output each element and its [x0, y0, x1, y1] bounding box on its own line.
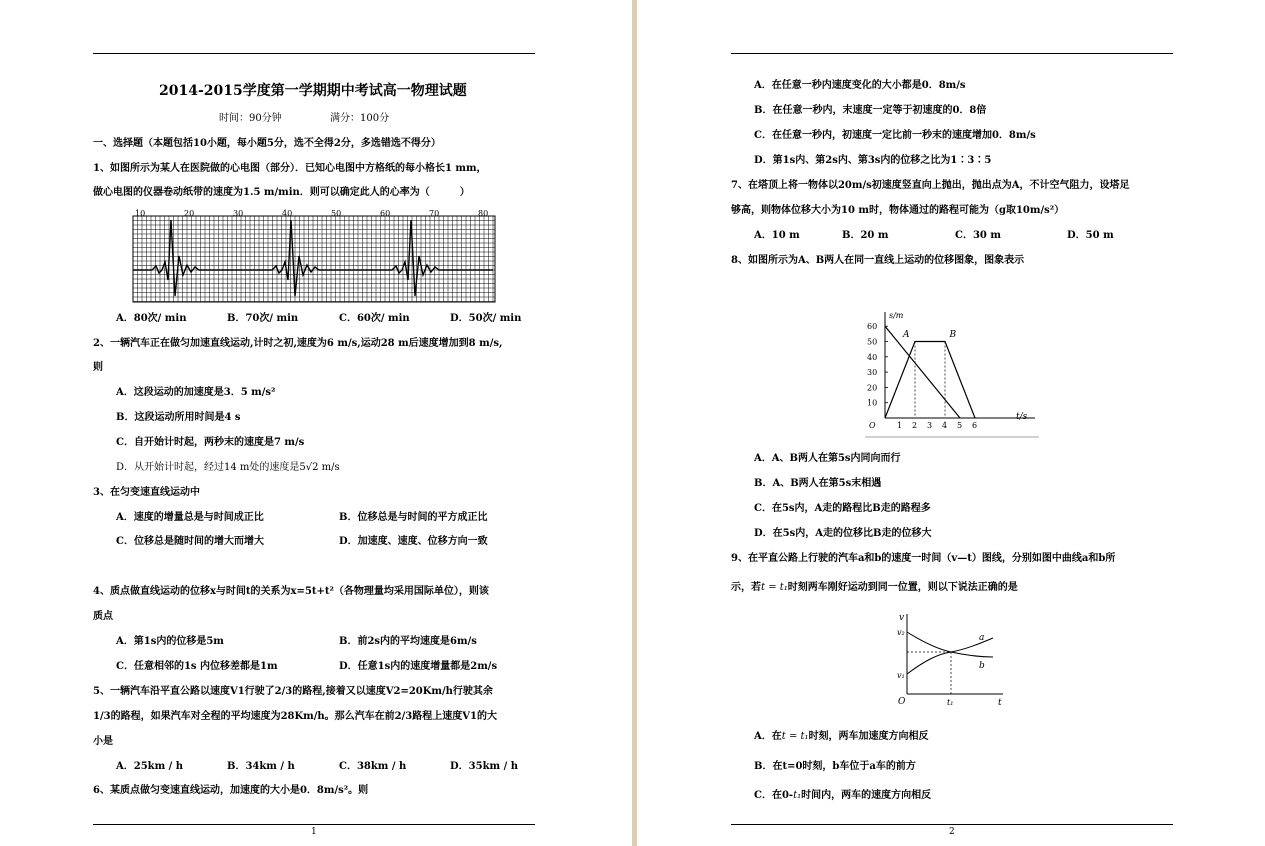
q1-option-d[interactable]: D．50次/ min: [450, 313, 522, 324]
x-tick-label: 4: [942, 421, 948, 430]
q4-option-b[interactable]: B．前2s内的平均速度是6m/s: [339, 636, 477, 647]
q9-text-1: 9、在平直公路上行驶的汽车a和b的速度一时间（v—t）图线，分别如图中曲线a和b所: [731, 553, 1116, 564]
y-tick-v1: v₁: [897, 671, 905, 680]
ecg-figure: [128, 208, 498, 304]
q1-option-a[interactable]: A．80次/ min: [116, 313, 187, 324]
q7-text-2: 够高，则物体位移大小为10 m时，物体通过的路程可能为（g取10m/s²）: [731, 205, 1065, 216]
q2-text-1: 2、一辆汽车正在做匀加速直线运动,计时之初,速度为6 m/s,运动28 m后速度增加到8 m/s,: [93, 338, 503, 349]
q9-option-a-prefix: A．在: [754, 731, 782, 742]
ecg-tick-label: 30: [233, 209, 244, 218]
footer-rule: [93, 824, 535, 825]
q5-text-3: 小是: [93, 736, 113, 747]
series-a-label: A: [903, 329, 910, 340]
x-axis-label: t/s: [1016, 412, 1028, 422]
q4-option-c[interactable]: C．任意相邻的1s 内位移差都是1m: [116, 661, 278, 672]
x-tick-label: 2: [912, 421, 918, 430]
q8-text-1: 8、如图所示为A、B两人在同一直线上运动的位移图象，图象表示: [731, 255, 1025, 266]
x-tick-label: 6: [972, 421, 978, 430]
q3-option-a[interactable]: A．速度的增量总是与时间成正比: [116, 512, 264, 523]
series-b-label: b: [979, 661, 985, 671]
y-tick-v2: v₂: [897, 628, 905, 637]
series-b-label: B: [949, 329, 957, 340]
q1-text-1: 1、如图所示为某人在医院做的心电图（部分）．已知心电图中方格纸的每小格长1 mm，: [93, 163, 487, 174]
ecg-tick-label: 80: [478, 209, 489, 218]
q9-option-c-suffix: 时间内，两车的速度方向相反: [801, 790, 932, 801]
q9-option-b[interactable]: B．在t=0时刻，b车位于a车的前方: [754, 761, 916, 772]
q7-option-a[interactable]: A．10 m: [754, 230, 800, 241]
page-2: [637, 0, 1265, 846]
q8-option-c[interactable]: C．在5s内，A走的路程比B走的路程多: [754, 503, 931, 514]
q5-text-2: 1/3的路程，如果汽车对全程的平均速度为28Km/h。那么汽车在前2/3路程上速度V1的大: [93, 711, 497, 722]
q1-text-2: 做心电图的仪器卷动纸带的速度为1.5 m/min．则可以确定此人的心率为（ ）: [93, 187, 470, 198]
q9-option-a-suffix: 时刻，两车加速度方向相反: [808, 731, 929, 742]
t-equals-t1: t = t₁: [761, 582, 788, 593]
x-tick-t1: t₁: [947, 698, 954, 707]
q6-option-a[interactable]: A．在任意一秒内速度变化的大小都是0．8m/s: [754, 80, 966, 91]
q7-option-b[interactable]: B．20 m: [842, 230, 889, 241]
header-rule: [731, 53, 1173, 54]
page-number: 1: [311, 827, 317, 837]
y-tick-label: 20: [867, 383, 878, 393]
t1: t₁: [793, 790, 802, 801]
y-tick-label: 50: [867, 337, 878, 347]
header-rule: [93, 53, 535, 54]
y-tick-label: 40: [867, 352, 878, 362]
q3-option-c[interactable]: C．位移总是随时间的增大而增大: [116, 536, 264, 547]
q9-option-c[interactable]: [754, 789, 931, 802]
y-axis-label: v: [899, 613, 905, 623]
time-label: 时间：90分钟: [219, 113, 282, 124]
q5-text-1: 5、一辆汽车沿平直公路以速度V1行驶了2/3的路程,接着又以速度V2=20Km/h行驶其余: [93, 686, 493, 697]
q5-option-b[interactable]: B．34km / h: [227, 761, 295, 772]
q7-option-d[interactable]: D．50 m: [1067, 230, 1114, 241]
q7-text-1: 7、在塔顶上将一物体以20m/s初速度竖直向上抛出，抛出点为A，不计空气阻力，设塔足: [731, 180, 1130, 191]
q9-option-c-prefix: C．在0-: [754, 790, 794, 801]
y-tick-label: 10: [867, 398, 878, 408]
series-a-line: [885, 326, 960, 418]
ecg-tick-label: 20: [184, 209, 195, 218]
x-tick-label: 5: [957, 421, 963, 430]
ecg-tick-label: 10: [135, 209, 146, 218]
q3-option-d[interactable]: D．加速度、速度、位移方向一致: [339, 536, 488, 547]
score-label: 满分：100分: [330, 113, 390, 124]
q9-text-2: [731, 581, 1018, 594]
x-tick-label: O: [869, 421, 876, 430]
velocity-time-chart: [893, 610, 1009, 708]
q6-option-c[interactable]: C．在任意一秒内，初速度一定比前一秒末的速度增加0．8m/s: [754, 130, 1036, 141]
q2-option-c[interactable]: C．自开始计时起，两秒末的速度是7 m/s: [116, 437, 305, 448]
q6-text-1: 6、某质点做匀变速直线运动，加速度的大小是0．8m/s²。则: [93, 785, 369, 796]
section-heading: 一、选择题（本题包括10小题，每小题5分，选不全得2分，多选错选不得分）: [93, 138, 441, 149]
q4-option-d[interactable]: D．任意1s内的速度增量都是2m/s: [339, 661, 498, 672]
page-number: 2: [949, 827, 955, 837]
q8-option-d[interactable]: D．在5s内，A走的位移比B走的位移大: [754, 528, 932, 539]
q7-option-c[interactable]: C．30 m: [955, 230, 1001, 241]
exam-title: 2014-2015学度第一学期期中考试高一物理试题: [159, 83, 467, 99]
q1-option-b[interactable]: B．70次/ min: [227, 313, 299, 324]
q3-option-b[interactable]: B．位移总是与时间的平方成正比: [339, 512, 488, 523]
q2-option-a[interactable]: A．这段运动的加速度是3．5 m/s²: [116, 387, 276, 398]
x-tick-label: 1: [897, 421, 903, 430]
series-a-label: a: [979, 633, 985, 643]
q2-text-2: 则: [93, 362, 103, 373]
ecg-tick-label: 70: [429, 209, 440, 218]
q6-option-b[interactable]: B．在任意一秒内，末速度一定等于初速度的0．8倍: [754, 105, 987, 116]
q4-text-2: 质点: [93, 611, 113, 622]
q5-option-d[interactable]: D．35km / h: [450, 761, 518, 772]
q2-option-d[interactable]: D．从开始计时起，经过14 m处的速度是5√2 m/s: [116, 462, 340, 473]
t-equals-t1: t = t₁: [781, 731, 809, 742]
q1-option-c[interactable]: C．60次/ min: [339, 313, 410, 324]
ecg-tick-label: 40: [282, 209, 293, 218]
q2-option-b[interactable]: B．这段运动所用时间是4 s: [116, 412, 241, 423]
q9-option-a[interactable]: [754, 730, 929, 743]
q8-option-b[interactable]: B．A、B两人在第5s末相遇: [754, 478, 882, 489]
q5-option-c[interactable]: C．38km / h: [339, 761, 407, 772]
q3-text-1: 3、在匀变速直线运动中: [93, 487, 200, 498]
ecg-tick-label: 60: [380, 209, 391, 218]
x-axis-label: t: [998, 698, 1002, 708]
origin-label: O: [898, 697, 906, 707]
q8-option-a[interactable]: A．A、B两人在第5s内同向而行: [754, 453, 901, 464]
ecg-tick-label: 50: [331, 209, 342, 218]
series-b-line: [885, 342, 975, 419]
q9-text-2b: 时刻两车刚好运动到同一位置，则以下说法正确的是: [787, 582, 1018, 593]
q6-option-d[interactable]: D．第1s内、第2s内、第3s内的位移之比为1∶3∶5: [754, 155, 992, 166]
x-tick-label: 3: [927, 421, 933, 430]
q4-option-a[interactable]: A．第1s内的位移是5m: [116, 636, 224, 647]
q9-text-2a: 示，若: [731, 582, 761, 593]
y-tick-label: 60: [867, 322, 878, 332]
q4-text-1: 4、质点做直线运动的位移x与时间t的关系为x=5t+t²（各物理量均采用国际单位），则该: [93, 586, 489, 597]
y-axis-label: s/m: [889, 311, 904, 320]
footer-rule: [731, 824, 1173, 825]
y-tick-label: 30: [867, 368, 878, 378]
position-time-chart: [865, 306, 1041, 440]
ecg-grid: [133, 216, 495, 302]
page-1: [0, 0, 632, 846]
q5-option-a[interactable]: A．25km / h: [116, 761, 184, 772]
